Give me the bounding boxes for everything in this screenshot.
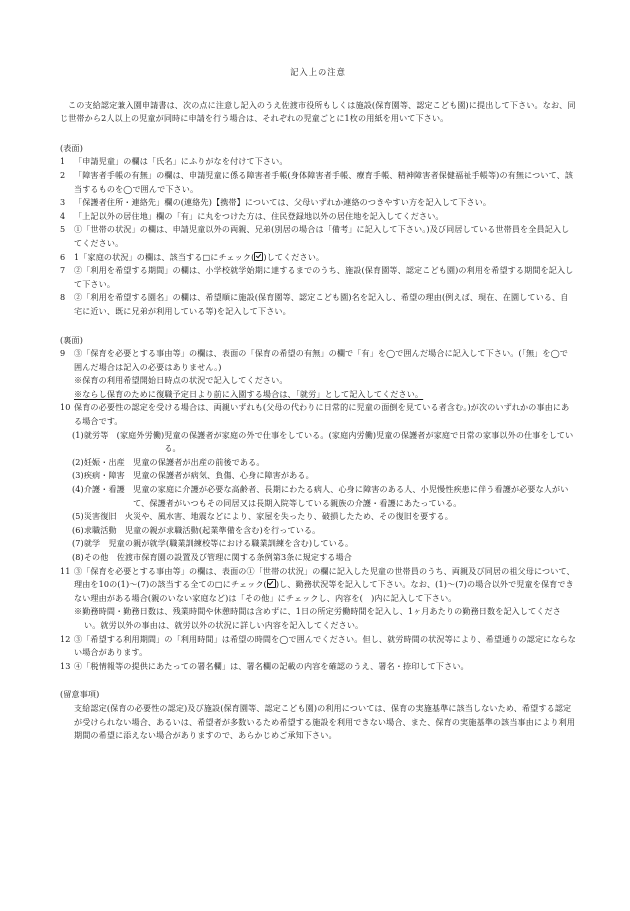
reason-subitem (72, 429, 576, 456)
subitem-label: (3)疾病・障害 (72, 470, 134, 481)
reason-subitem (72, 524, 576, 538)
front-item-1 (60, 155, 576, 169)
back-item-9 (60, 347, 576, 374)
subitem-label: (8)その他 (72, 552, 117, 562)
front-item-5 (60, 223, 576, 250)
subitem-label: (7)就学 (72, 538, 109, 549)
reserve-heading: (留意事項) (60, 689, 100, 700)
item-number: 8 (60, 292, 66, 303)
front-heading: (表面) (60, 142, 83, 153)
subitem-label: (6)求職活動 (72, 524, 125, 535)
item-text: ③「保育を必要とする事由等」の欄は、表面の「保育の希望の有無」の欄で「有」を◯で囲んだ場合に記入して下さい。(「無」を◯で囲んだ場合は記入の必要はありません。) (74, 348, 568, 372)
back-item-13 (60, 660, 576, 674)
checkmark-box-icon (267, 579, 276, 588)
checkmark-box-icon (254, 252, 263, 261)
page-title: 記入上の注意 (290, 67, 346, 77)
front-item-7 (60, 264, 576, 291)
item-number: 12 (60, 633, 71, 644)
item-number: 11 (60, 565, 71, 576)
item-number: 7 (60, 265, 66, 276)
subitem-label: (5)災害復旧 (72, 511, 125, 522)
item-text-part: )してください。 (263, 251, 325, 262)
item-text: ①「世帯の状況」の欄は、申請児童以外の両親、兄弟(別居の場合は「備考」に記入して下さい。)及び同居している世帯員を全員記入してください。 (74, 224, 570, 248)
item-text: ④「税情報等の提供にあたっての署名欄」は、署名欄の記載の内容を確認のうえ、署名・捺印して下さい。 (74, 660, 469, 671)
item-text-part: 1「家庭の状況」の欄は、該当する□にチェック( (74, 251, 255, 262)
item-text: 「保護者住所・連絡先」欄の(連絡先)【携帯】については、父母いずれか連絡のつきやすい方を記入して下さい。 (74, 197, 492, 208)
item-number: 9 (60, 348, 66, 359)
front-item-4 (60, 210, 576, 224)
front-item-6 (60, 251, 576, 265)
note-line-underlined: ※ならし保育のために復職予定日より前に入園する場合は、「就労」として記入してください。 (74, 388, 424, 399)
item-text (74, 251, 576, 265)
reason-subitem (72, 510, 576, 524)
item-number: 10 (60, 402, 71, 413)
back-item-10 (60, 401, 576, 428)
reason-subitem (72, 469, 576, 483)
item-number: 6 (60, 251, 66, 262)
subitem-text: 児童の保護者が出産の前後である。 (133, 456, 265, 467)
back-item-11 (60, 565, 576, 606)
item-text-part: )し、勤務状況等を記入して下さい。なお、(1)～(7)の場合以外で児童を保育できない理由がある場合(親のいない家庭など)は「その他」にチェックし、内容を( )内に記入して下さい。 (74, 579, 574, 603)
item-text: ②「利用を希望する園名」の欄は、希望順に施設(保育園等、認定こども園)名を記入し、希望の理由(例えば、現在、在園している、自宅に近い、既に兄弟が利用している等)を記入して下さい。 (74, 292, 569, 316)
subitem-label: (4)介護・看護 (72, 484, 134, 495)
subitem-text: 児童の保護者が家庭の外で仕事をしている。(家庭内労働)児童の保護者が家庭で日常の家事以外の仕事をしている。 (164, 429, 574, 454)
reason-subitem (72, 537, 576, 551)
item-text: 「申請児童」の欄は「氏名」にふりがなを付けて下さい。 (74, 156, 288, 167)
item-text (74, 565, 576, 606)
item-text: ③「希望する利用期間」の「利用時間」は希望の時間を◯で囲んでください。但し、就労時間の状況等により、希望通りの認定にならない場合があります。 (74, 633, 577, 658)
subitem-text: 児童の家庭に介護が必要な高齢者、長期にわたる病人、心身に障害のある人、小児慢性疾患に伴う看護が必要な人がいて、保護者がいつもその同居又は長期入院等している親族の介護・看護にあたっている。 (133, 484, 569, 508)
subitem-label: (1)就労等 (家庭外労働) (72, 429, 165, 440)
item-text-part: ③「保育を必要とする事由等」の欄は、表面の①「世帯の状況」の欄に記入した児童の世帯員のうち、両親及び同居の祖父母について、理由を10の(1)～(7)の該当する全ての□にチェック( (74, 565, 575, 590)
item-text: 保育の必要性の認定を受ける場合は、両親いずれも(父母の代わりに日常的に児童の面倒を見ている者含む。)が次のいずれかの事由にある場合です。 (74, 402, 570, 427)
subitem-text: 児童の保護者が病気、負傷、心身に障害がある。 (133, 470, 314, 481)
item-text: ②「利用を希望する期間」の欄は、小学校就学始期に達するまでのうち、施設(保育園等、認定こども園)の利用を希望する期間を記入して下さい。 (74, 265, 574, 289)
reason-subitem (72, 456, 576, 470)
back-heading: (裏面) (60, 334, 83, 345)
item-number: 13 (60, 660, 71, 671)
front-item-3 (60, 196, 576, 210)
front-item-8 (60, 291, 576, 318)
reason-subitem (72, 551, 576, 565)
front-item-2 (60, 169, 576, 196)
item-number: 2 (60, 169, 66, 180)
intro-paragraph: この支給認定兼入園申請書は、次の点に注意し記入のうえ佐渡市役所もしくは施設(保育園等、認定こども園)に提出して下さい。なお、同じ世帯から2人以上の児童が同時に申請を行う場合は、それぞれの児童ごとに1枚の用紙を用いて下さい。 (60, 99, 576, 124)
item-number: 3 (60, 197, 66, 208)
item-number: 1 (60, 156, 66, 167)
item-number: 5 (60, 224, 66, 235)
subitem-text: 佐渡市保育園の設置及び管理に関する条例第3条に規定する場合 (116, 552, 352, 562)
item-number: 4 (60, 210, 66, 221)
subitem-text: 児童の親が就学(職業訓練校等における職業訓練を含む)している。 (108, 538, 354, 549)
subitem-text: 火災や、風水害、地震などにより、家屋を失ったり、破損したため、その復旧を要する。 (124, 511, 453, 522)
item-text: 「障害者手帳の有無」の欄は、申請児童に係る障害者手帳(身体障害者手帳、療育手帳、精神障害者保健福祉手帳等)の有無について、該当するものを◯で囲んで下さい。 (74, 169, 574, 194)
back-item-12 (60, 633, 576, 660)
note-line: ※保育の利用希望開始日時点の状況で記入してください。 (74, 375, 288, 386)
note-line: ※勤務時間・勤務日数は、残業時間や休憩時間は含めずに、1日の所定労働時間を記入し、1ヶ月あたりの勤務日数を記入してください。就労以外の事由は、就労以外の状況に詳しい内容を記入してください。 (74, 606, 561, 630)
reason-subitem (72, 483, 576, 510)
item-text: 「上記以外の居住地」欄の「有」に丸をつけた方は、住民登録地以外の居住地を記入してください。 (74, 210, 444, 221)
reserve-paragraph: 支給認定(保育の必要性の認定)及び施設(保育園等、認定こども園)の利用については、保育の実施基準に該当しないため、希望する認定が受けられない場合、あるいは、希望者が多数いるため希望する施設を利用できない場合、また、保育の実施基準の該当事由により利用期間の希望に添えない場合がありますので、あらかじめご承知下さい。 (74, 702, 576, 741)
subitem-text: 児童の親が求職活動(起業準備を含む)を行っている。 (124, 524, 321, 535)
subitem-label: (2)妊娠・出産 (72, 456, 134, 467)
